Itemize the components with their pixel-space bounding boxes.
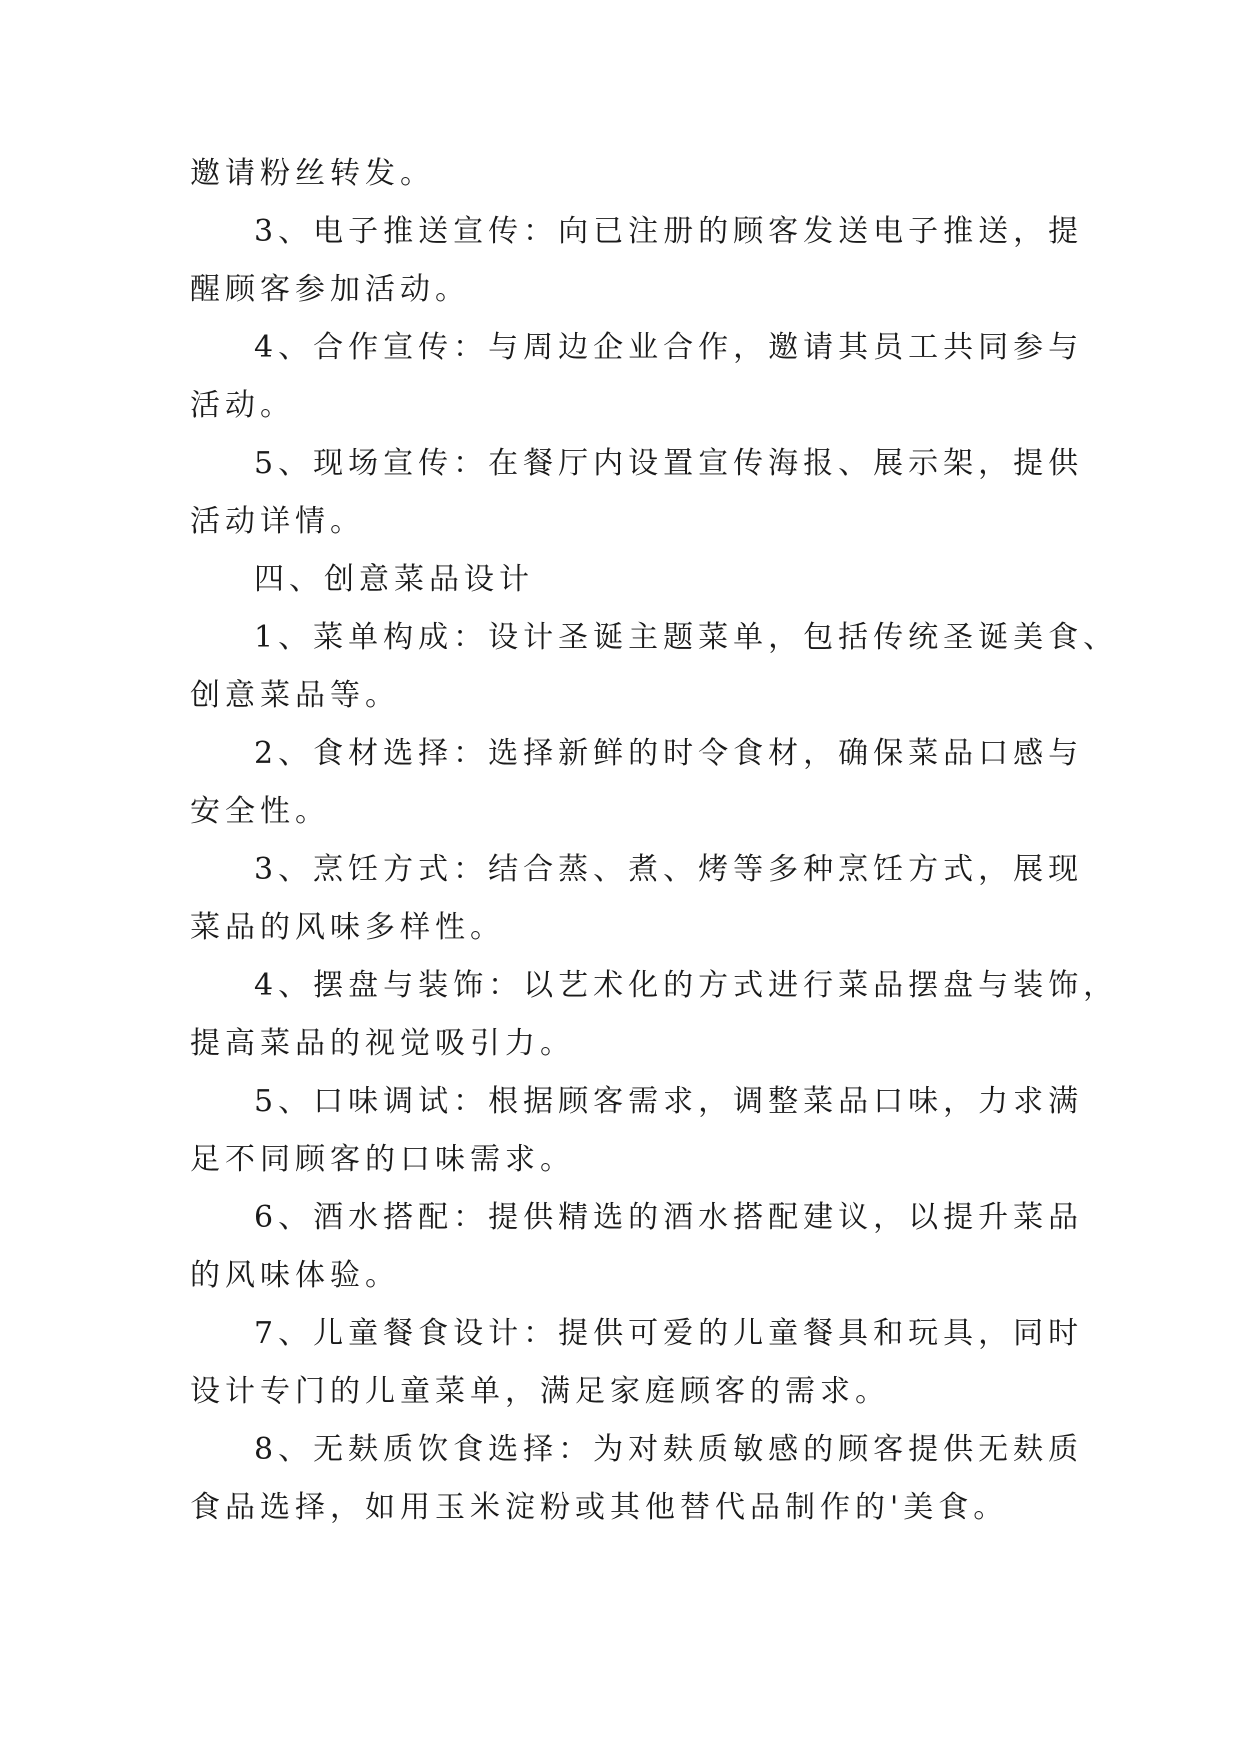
text-line: 菜品的风味多样性。 <box>190 910 505 945</box>
text-line: 安全性。 <box>190 794 330 829</box>
text-line: 3、烹饪方式：结合蒸、煮、烤等多种烹饪方式，展现 <box>254 852 1084 887</box>
text-line: 提高菜品的视觉吸引力。 <box>190 1026 575 1061</box>
text-line: 4、摆盘与装饰：以艺术化的方式进行菜品摆盘与装饰， <box>254 968 1119 1003</box>
text-line: 活动详情。 <box>190 504 365 539</box>
text-line: 的风味体验。 <box>190 1258 400 1293</box>
text-line: 食品选择，如用玉米淀粉或其他替代品制作的'美食。 <box>190 1490 1009 1525</box>
document-page <box>190 145 1119 1537</box>
text-line: 4、合作宣传：与周边企业合作，邀请其员工共同参与 <box>254 330 1084 365</box>
text-line: 3、电子推送宣传：向已注册的顾客发送电子推送，提 <box>254 214 1084 249</box>
text-line: 2、食材选择：选择新鲜的时令食材，确保菜品口感与 <box>254 736 1084 771</box>
section-heading: 四、创意菜品设计 <box>254 562 534 597</box>
text-line: 6、酒水搭配：提供精选的酒水搭配建议，以提升菜品 <box>254 1200 1084 1235</box>
text-line: 5、现场宣传：在餐厅内设置宣传海报、展示架，提供 <box>254 446 1084 481</box>
text-line: 8、无麸质饮食选择：为对麸质敏感的顾客提供无麸质 <box>254 1432 1084 1467</box>
text-line: 醒顾客参加活动。 <box>190 272 470 307</box>
text-line: 邀请粉丝转发。 <box>190 156 435 191</box>
text-line: 设计专门的儿童菜单，满足家庭顾客的需求。 <box>190 1374 890 1409</box>
text-line: 1、菜单构成：设计圣诞主题菜单，包括传统圣诞美食、 <box>254 620 1119 655</box>
text-line: 足不同顾客的口味需求。 <box>190 1142 575 1177</box>
text-line: 5、口味调试：根据顾客需求，调整菜品口味，力求满 <box>254 1084 1084 1119</box>
text-line: 活动。 <box>190 388 295 423</box>
text-line: 7、儿童餐食设计：提供可爱的儿童餐具和玩具，同时 <box>254 1316 1084 1351</box>
text-line: 创意菜品等。 <box>190 678 400 713</box>
